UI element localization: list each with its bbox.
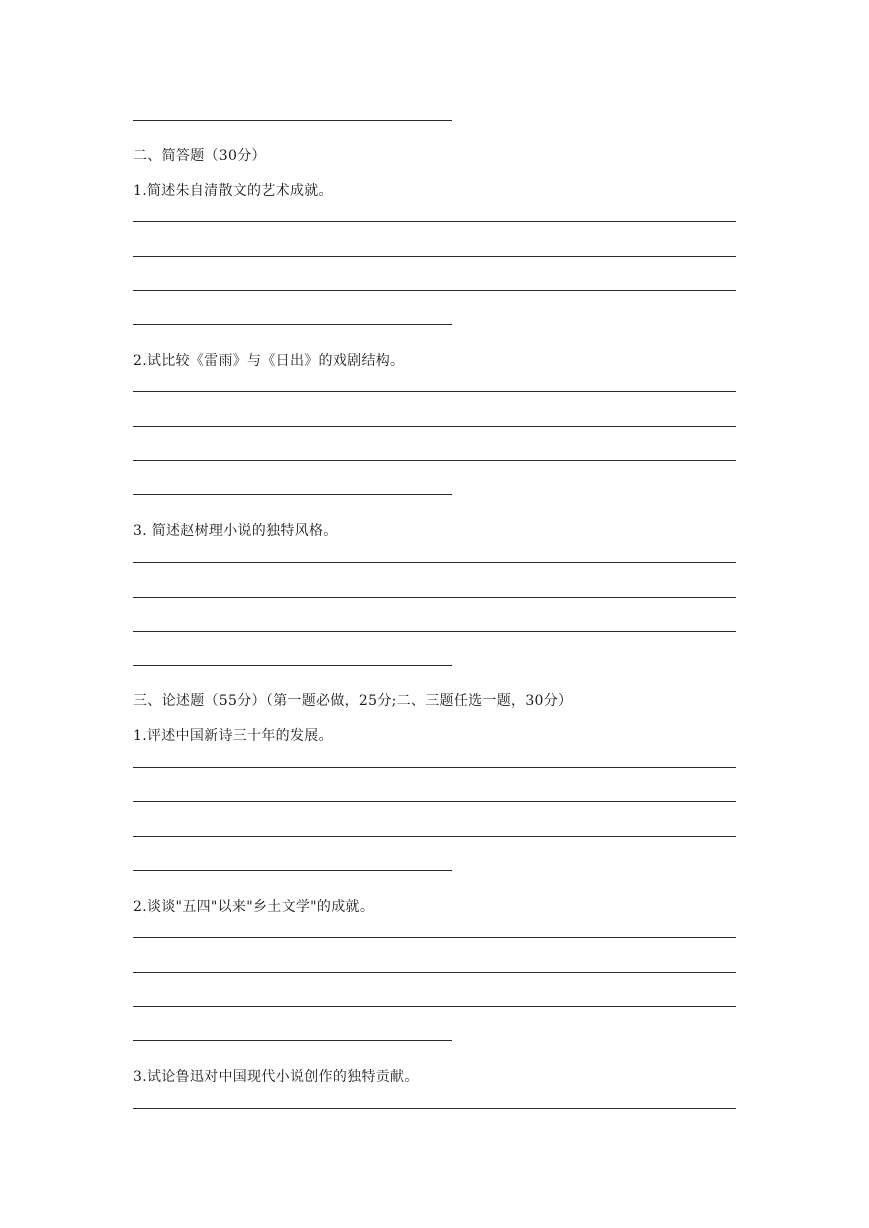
question-text: 3. 简述赵树理小说的独特风格。 (133, 523, 338, 539)
answer-line (133, 391, 736, 392)
answer-line (133, 221, 736, 222)
question-text: 1.简述朱自清散文的艺术成就。 (133, 183, 333, 199)
answer-line (133, 972, 736, 973)
answer-line (133, 1040, 452, 1041)
answer-line (133, 1006, 736, 1007)
answer-line (133, 120, 452, 121)
answer-line (133, 870, 452, 871)
section-heading-essay: 三、论述题（55分）（第一题必做，25分;二、三题任选一题，30分） (133, 693, 573, 709)
answer-line (133, 494, 452, 495)
answer-line (133, 937, 736, 938)
answer-line (133, 1108, 736, 1109)
answer-line (133, 324, 452, 325)
answer-line (133, 290, 736, 291)
answer-line (133, 665, 452, 666)
answer-line (133, 801, 736, 802)
question-text: 2.试比较《雷雨》与《日出》的戏剧结构。 (133, 353, 405, 369)
question-text: 2.谈谈"五四"以来"乡土文学"的成就。 (133, 899, 375, 915)
question-text: 3.试论鲁迅对中国现代小说创作的独特贡献。 (133, 1069, 419, 1085)
answer-line (133, 460, 736, 461)
question-text: 1.评述中国新诗三十年的发展。 (133, 728, 333, 744)
answer-line (133, 631, 736, 632)
answer-line (133, 562, 736, 563)
answer-line (133, 426, 736, 427)
answer-line (133, 597, 736, 598)
answer-line (133, 767, 736, 768)
section-heading-short-answer: 二、简答题（30分） (133, 148, 266, 164)
answer-line (133, 256, 736, 257)
answer-line (133, 836, 736, 837)
